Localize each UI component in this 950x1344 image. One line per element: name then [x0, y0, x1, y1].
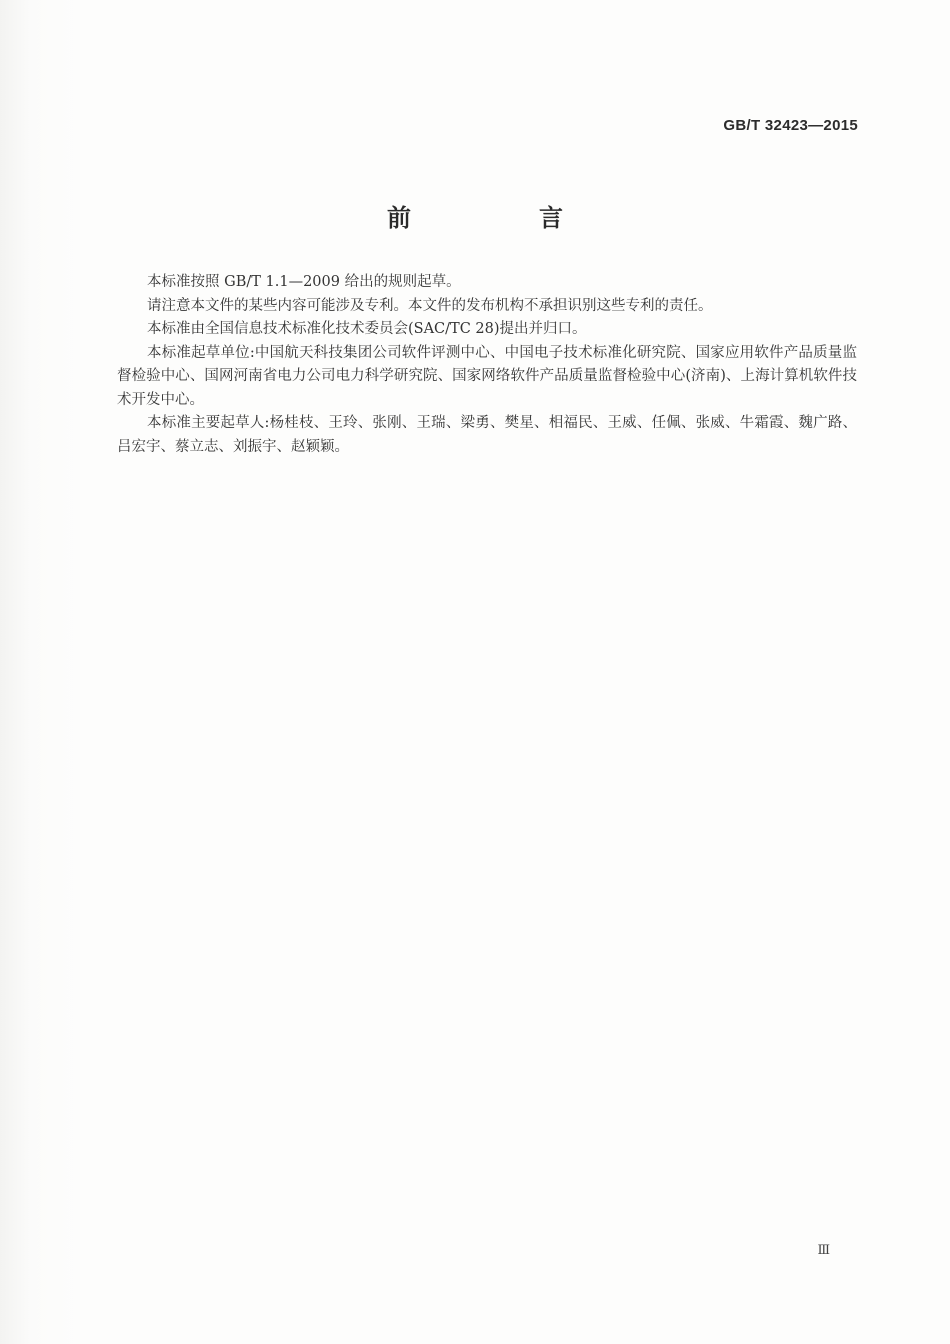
paragraph-proposer: 本标准由全国信息技术标准化技术委员会(SAC/TC 28)提出并归口。: [147, 321, 587, 337]
foreword-body: [117, 271, 857, 459]
page-number: Ⅲ: [817, 1243, 830, 1258]
paragraph-patent-notice: 请注意本文件的某些内容可能涉及专利。本文件的发布机构不承担识别这些专利的责任。: [147, 297, 713, 314]
standard-code: GB/T 32423—2015: [723, 117, 858, 134]
paragraph-drafters: 本标准主要起草人:杨桂枝、王玲、张刚、王瑞、梁勇、樊星、相福民、王威、任佩、张威、牛霜霞、魏广路、吕宏宇、蔡立志、刘振宇、赵颖颖。: [117, 415, 857, 455]
paragraph-drafting-rules: 本标准按照 GB/T 1.1—2009 给出的规则起草。: [147, 274, 461, 290]
paragraph-drafting-units: 本标准起草单位:中国航天科技集团公司软件评测中心、中国电子技术标准化研究院、国家应用软件产品质量监督检验中心、国网河南省电力公司电力科学研究院、国家网络软件产品质量监督检验中心(济南)、上海计算机软件技术开发中心。: [117, 344, 857, 408]
page-title: 前 言: [387, 204, 615, 232]
